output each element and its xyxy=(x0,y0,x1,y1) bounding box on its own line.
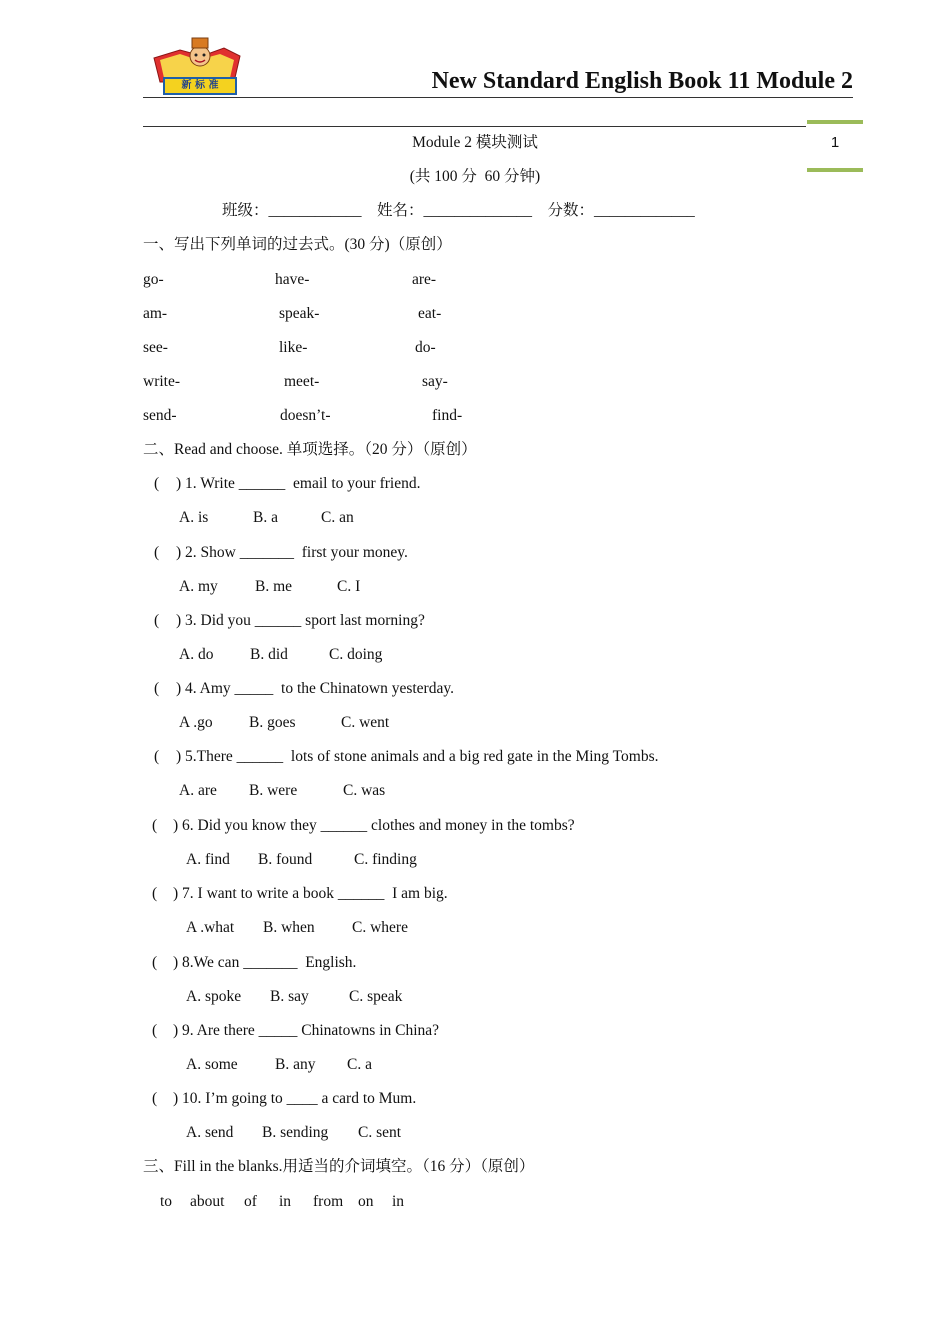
word-cell: meet- xyxy=(284,373,320,390)
word-cell: do- xyxy=(415,339,436,356)
word-bank-item: to xyxy=(160,1193,173,1210)
option: B. did xyxy=(250,646,288,663)
option: C. where xyxy=(352,919,408,936)
option: A. do xyxy=(179,646,214,663)
answer-paren[interactable]: ( xyxy=(152,954,158,971)
question-stem: ) 1. Write ______ email to your friend. xyxy=(176,475,421,492)
logo-text: 新 标 准 xyxy=(181,80,219,91)
word-bank-item: in xyxy=(279,1193,292,1210)
option: A. are xyxy=(179,782,217,799)
name-blank[interactable]: ______________ xyxy=(423,202,533,219)
word-cell: write- xyxy=(143,373,181,390)
option: B. were xyxy=(249,782,298,799)
answer-paren[interactable]: ( xyxy=(154,680,160,697)
word-bank-item: about xyxy=(190,1193,225,1210)
option: A .go xyxy=(179,714,213,731)
word-cell: send- xyxy=(143,407,177,424)
question-stem: ) 10. I’m going to ____ a card to Mum. xyxy=(173,1090,417,1107)
option: B. when xyxy=(263,919,315,936)
answer-paren[interactable]: ( xyxy=(152,1090,158,1107)
word-cell: doesn’t- xyxy=(280,407,331,424)
option: B. found xyxy=(258,851,313,868)
word-cell: eat- xyxy=(418,305,442,322)
class-blank[interactable]: ____________ xyxy=(268,202,362,219)
word-cell: go- xyxy=(143,271,164,288)
word-cell: see- xyxy=(143,339,168,356)
question-stem: ) 6. Did you know they ______ clothes and money in the tombs? xyxy=(173,817,575,834)
question-stem: ) 9. Are there _____ Chinatowns in China? xyxy=(173,1022,440,1039)
question-stem: ) 5.There ______ lots of stone animals and a big red gate in the Ming Tombs. xyxy=(176,748,659,765)
answer-paren[interactable]: ( xyxy=(152,817,158,834)
option: C. a xyxy=(347,1056,372,1073)
option: C. I xyxy=(337,578,361,595)
word-cell: speak- xyxy=(279,305,320,322)
option: B. me xyxy=(255,578,293,595)
option: B. goes xyxy=(249,714,296,731)
option: C. finding xyxy=(354,851,417,868)
word-bank-item: in xyxy=(392,1193,405,1210)
question-stem: ) 3. Did you ______ sport last morning? xyxy=(176,612,425,629)
answer-paren[interactable]: ( xyxy=(152,885,158,902)
option: B. sending xyxy=(262,1124,329,1141)
option: B. a xyxy=(253,509,278,526)
option: C. went xyxy=(341,714,390,731)
word-cell: find- xyxy=(432,407,463,424)
word-cell: like- xyxy=(279,339,308,356)
option: C. speak xyxy=(349,988,403,1005)
word-cell: say- xyxy=(422,373,448,390)
option: C. was xyxy=(343,782,386,799)
test-subtitle: (共 100 分 60 分钟) xyxy=(409,168,541,185)
score-label: 分数： xyxy=(547,202,595,219)
section-rule xyxy=(143,126,806,127)
answer-paren[interactable]: ( xyxy=(154,544,160,561)
option: C. an xyxy=(321,509,354,526)
class-label: 班级： xyxy=(222,202,269,219)
publisher-logo xyxy=(150,36,245,98)
word-bank-item: of xyxy=(244,1193,257,1210)
page-number-bar-top xyxy=(807,120,863,124)
test-title: Module 2 模块测试 xyxy=(412,134,538,151)
section3-heading: 三、Fill in the blanks.用适当的介词填空。（16 分）（原创） xyxy=(143,1158,535,1175)
score-blank[interactable]: _____________ xyxy=(594,202,695,219)
word-cell: am- xyxy=(143,305,168,322)
section1-heading: 一、写出下列单词的过去式。(30 分)（原创） xyxy=(143,236,452,253)
option: A .what xyxy=(186,919,235,936)
option: A. is xyxy=(179,509,209,526)
word-bank-item: on xyxy=(358,1193,374,1210)
word-cell: are- xyxy=(412,271,437,288)
student-info-line xyxy=(222,201,695,221)
question-stem: ) 2. Show _______ first your money. xyxy=(176,544,408,561)
answer-paren[interactable]: ( xyxy=(154,475,160,492)
option: A. send xyxy=(186,1124,234,1141)
word-bank-item: from xyxy=(313,1193,344,1210)
option: A. spoke xyxy=(186,988,242,1005)
option: A. my xyxy=(179,578,218,595)
question-stem: ) 7. I want to write a book ______ I am big. xyxy=(173,885,448,902)
answer-paren[interactable]: ( xyxy=(154,748,160,765)
option: C. sent xyxy=(358,1124,402,1141)
answer-paren[interactable]: ( xyxy=(152,1022,158,1039)
option: B. say xyxy=(270,988,309,1005)
word-cell: have- xyxy=(275,271,310,288)
option: B. any xyxy=(275,1056,316,1073)
option: A. some xyxy=(186,1056,238,1073)
question-stem: ) 4. Amy _____ to the Chinatown yesterday. xyxy=(176,680,454,697)
option: C. doing xyxy=(329,646,383,663)
page-number: 1 xyxy=(830,134,840,151)
header-title: New Standard English Book 11 Module 2 xyxy=(431,68,853,94)
header-rule xyxy=(143,97,853,98)
option: A. find xyxy=(186,851,230,868)
answer-paren[interactable]: ( xyxy=(154,612,160,629)
name-label: 姓名： xyxy=(377,202,424,219)
section2-heading: 二、Read and choose. 单项选择。（20 分）（原创） xyxy=(143,441,477,458)
question-stem: ) 8.We can _______ English. xyxy=(173,954,357,971)
